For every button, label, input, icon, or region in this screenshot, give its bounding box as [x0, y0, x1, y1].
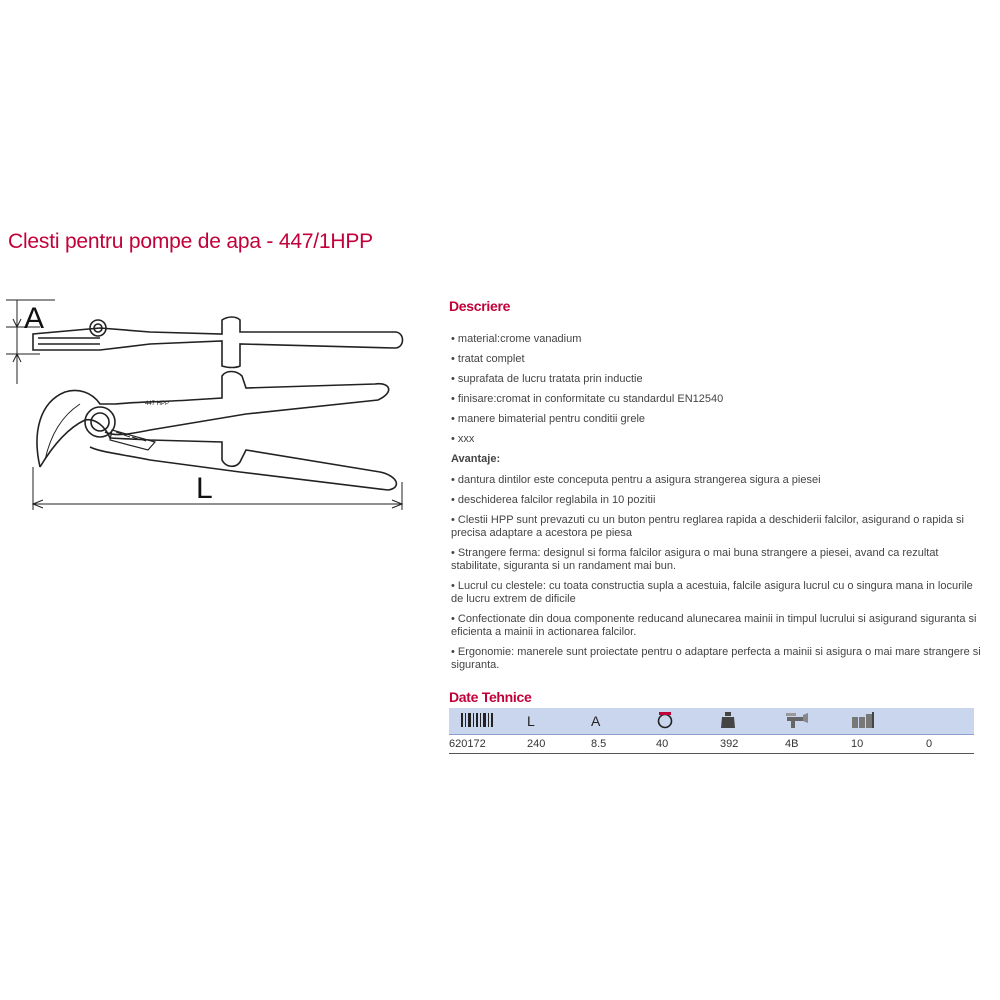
dimension-a-label: A — [24, 302, 45, 335]
a-dimension-icon: A — [591, 713, 601, 729]
list-item: • xxx — [451, 433, 475, 445]
a-column-header — [591, 708, 656, 735]
description-heading: Descriere — [449, 298, 511, 314]
barcode-column-header — [449, 708, 527, 735]
advantages-list — [451, 474, 981, 679]
opening-column-header — [656, 708, 720, 735]
weight-icon — [720, 711, 736, 732]
list-item: • finisare:cromat in conformitate cu standardul EN12540 — [451, 393, 724, 405]
list-item: • suprafata de lucru tratata prin inductie — [451, 373, 643, 385]
weight-column-header — [720, 708, 785, 735]
cell-code: 620172 — [449, 735, 527, 754]
quantity-icon — [851, 711, 875, 732]
cell-opening: 40 — [656, 735, 720, 754]
quantity-column-header — [851, 708, 926, 735]
list-item: • Confectionate din doua componente reducand alunecarea mainii in timpul lucrului si asigurand siguranta si eficienta a mainii in actionarea falcilor. — [451, 613, 977, 638]
list-item: • Clestii HPP sunt prevazuti cu un buton pentru reglarea rapida a deschiderii falcilor, asigurand o rapida si precisa adaptare a acestora pe piesa — [451, 514, 964, 539]
cell-a: 8.5 — [591, 735, 656, 754]
pliers-technical-drawing — [0, 292, 420, 517]
list-item: • material:crome vanadium — [451, 333, 582, 345]
table-row — [449, 735, 974, 754]
list-item: • tratat complet — [451, 353, 525, 365]
list-item: • Ergonomie: manerele sunt proiectate pentru o adaptare perfecta a mainii si asigura o mai mare strangere si siguranta. — [451, 646, 981, 671]
description-list — [451, 333, 981, 453]
cell-qty: 10 — [851, 735, 926, 754]
list-item: • Lucrul cu clestele: cu toata constructia supla a acestuia, falcile asigura lucrul cu o singura mana in locurile de lucru extrem de dificile — [451, 580, 973, 605]
svg-text:447 HPP: 447 HPP — [145, 401, 170, 407]
advantages-heading: Avantaje: — [451, 453, 501, 465]
technical-data-table — [449, 708, 974, 754]
length-column-header — [527, 708, 591, 735]
table-header-row — [449, 708, 974, 735]
barcode-icon — [449, 713, 493, 730]
cell-length: 240 — [527, 735, 591, 754]
cell-pack: 4B — [785, 735, 851, 754]
dimension-l-label: L — [196, 472, 213, 505]
list-item: • deschiderea falcilor reglabila in 10 pozitii — [451, 494, 656, 506]
page-title: Clesti pentru pompe de apa - 447/1HPP — [8, 230, 373, 253]
packaging-column-header — [785, 708, 851, 735]
list-item: • manere bimaterial pentru conditii grele — [451, 413, 646, 425]
jaw-opening-icon — [656, 711, 674, 732]
list-item: • dantura dintilor este conceputa pentru a asigura strangerea sigura a piesei — [451, 474, 821, 486]
extra-column-header — [926, 708, 974, 735]
length-icon: L — [527, 713, 535, 729]
list-item: • Strangere ferma: designul si forma falcilor asigura o mai buna strangere a piesei, avand ca rezultat stabilitate, siguranta si un randament mai bun. — [451, 547, 939, 572]
packaging-icon — [785, 711, 809, 732]
technical-data-heading: Date Tehnice — [449, 689, 532, 705]
cell-extra: 0 — [926, 735, 974, 754]
cell-weight: 392 — [720, 735, 785, 754]
